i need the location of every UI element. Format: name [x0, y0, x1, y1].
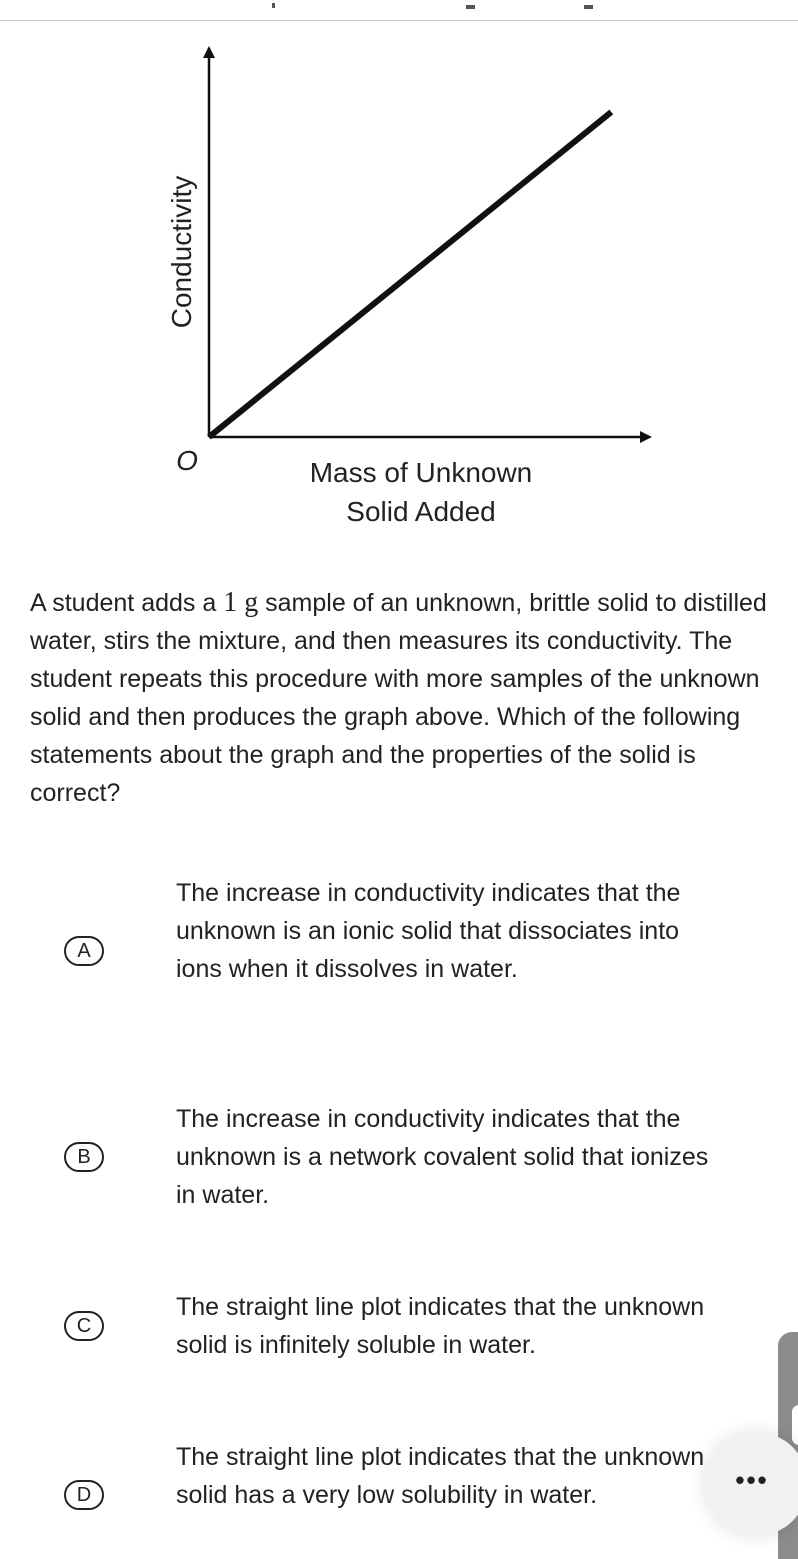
origin-label: O: [176, 445, 198, 476]
choice-a-text[interactable]: The increase in conductivity indicates that the unknown is an ionic solid that dissociates into ions when it dissolves in water.: [176, 879, 681, 983]
conductivity-chart: [0, 0, 798, 560]
question-text-after: sample of an unknown, brittle solid to distilled water, stirs the mixture, and then measures its conductivity. The student repeats this procedure with more samples of the unknown solid and then produces the graph above. Which of the following statements about the graph and the properties of the solid is correct?: [30, 589, 767, 807]
choice-b-letter-badge[interactable]: B: [64, 1142, 104, 1172]
question-text-before: A student adds a: [30, 589, 224, 617]
question-math-quantity: 1 g: [223, 587, 259, 618]
question-text: [30, 584, 775, 812]
ellipsis-icon: •••: [735, 1465, 769, 1495]
data-series-line: [209, 112, 611, 437]
side-drawer-grip[interactable]: [792, 1405, 798, 1445]
x-axis-label-line-2: Solid Added: [346, 496, 496, 527]
choice-c-text[interactable]: The straight line plot indicates that the unknown solid is infinitely soluble in water.: [176, 1293, 705, 1359]
y-axis-label: Conductivity: [166, 175, 197, 329]
x-axis-label-line-1: Mass of Unknown: [309, 457, 533, 488]
choice-d-text[interactable]: The straight line plot indicates that the unknown solid has a very low solubility in water.: [176, 1443, 705, 1509]
choice-b-text[interactable]: The increase in conductivity indicates that the unknown is a network covalent solid that ionizes in water.: [176, 1105, 709, 1209]
choice-d-letter-badge[interactable]: D: [64, 1480, 104, 1510]
choice-a-letter-badge[interactable]: A: [64, 936, 104, 966]
choice-c-letter-badge[interactable]: C: [64, 1311, 104, 1341]
more-options-button[interactable]: [704, 1432, 798, 1536]
